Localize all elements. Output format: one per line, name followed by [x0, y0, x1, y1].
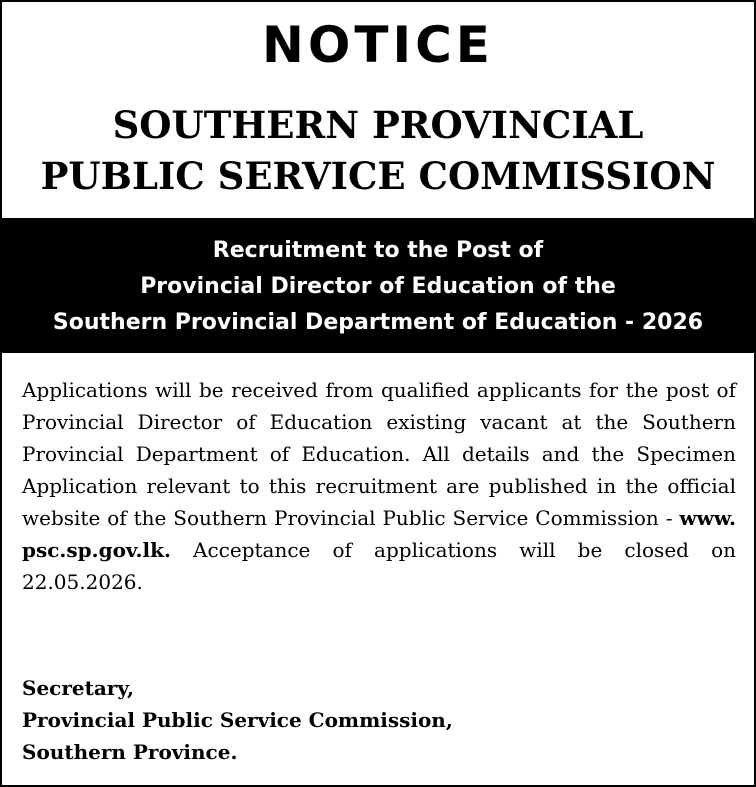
body-text-closing: Acceptance of applications will be closed on 22.05.2026. — [22, 538, 736, 594]
recruitment-banner — [2, 218, 754, 353]
notice-heading: NOTICE — [262, 16, 494, 74]
recruitment-title-line-3: Southern Provincial Department of Education - 2026 — [52, 310, 704, 335]
signature-title: Secretary, — [22, 676, 135, 700]
body-text-intro: Applications will be received from qualified applicants for the post of Provincial Director of Education existing vacant at the Southern Provincial Department of Education. All details and the Specimen Application relevant to this recruitment are published in the official website of the Southern Provincial Public Service Commission - — [22, 378, 736, 530]
recruitment-title — [2, 233, 754, 341]
commission-title-line-2: PUBLIC SERVICE COMMISSION — [40, 154, 716, 198]
signature-province: Southern Province. — [22, 740, 238, 764]
commission-title — [2, 100, 754, 202]
notice-body — [22, 374, 736, 598]
website-link[interactable]: www. psc.sp.gov.lk. — [22, 506, 736, 562]
recruitment-title-line-2: Provincial Director of Education of the — [140, 274, 616, 299]
signature-office: Provincial Public Service Commission, — [22, 708, 453, 732]
recruitment-title-line-1: Recruitment to the Post of — [212, 238, 544, 263]
commission-title-line-1: SOUTHERN PROVINCIAL — [112, 103, 644, 147]
signature-block — [22, 672, 453, 768]
